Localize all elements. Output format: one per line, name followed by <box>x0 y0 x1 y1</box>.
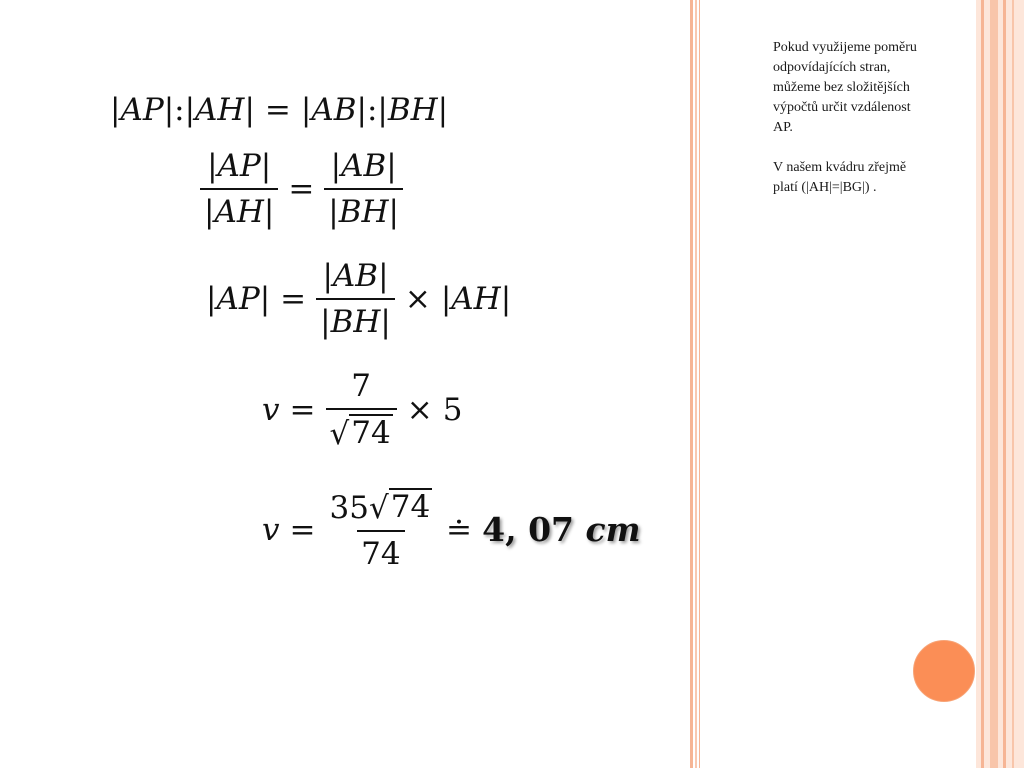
sqrt-symbol: √ <box>329 415 350 452</box>
eq2-equals: = <box>288 171 315 207</box>
eq1-colon: : <box>366 92 378 128</box>
eq1-term-bh: |BH| <box>377 92 449 128</box>
sqrt-symbol: √ <box>368 489 389 526</box>
eq2-fraction-left <box>200 148 278 230</box>
eq3-fraction <box>316 258 395 340</box>
decor-stripe <box>690 0 693 768</box>
eq1-term-ab: |AB| <box>300 92 367 128</box>
eq3-lhs: |AP| <box>206 281 271 317</box>
eq5-fraction <box>326 488 437 572</box>
equation-4 <box>262 368 462 452</box>
eq4-lhs: v <box>262 391 280 428</box>
eq5-coefficient: 35 <box>329 489 369 526</box>
decor-stripe <box>699 0 700 768</box>
decor-stripe <box>981 0 984 768</box>
decor-stripe <box>1012 0 1014 768</box>
equation-5 <box>262 488 641 572</box>
eq1-equals: = <box>264 92 291 128</box>
eq1-term-ap: |AP| <box>110 92 175 128</box>
equation-2 <box>200 148 403 230</box>
eq5-radicand: 74 <box>390 489 431 525</box>
decor-stripe <box>990 0 998 768</box>
note-paragraph-1: Pokud využijeme poměru odpovídajících stran, můžeme bez složitějších výpočtů určit vzdálenost AP. <box>773 40 917 135</box>
decor-stripe <box>695 0 697 768</box>
side-note <box>773 38 923 198</box>
decor-stripe <box>1003 0 1006 768</box>
eq2-denominator: |BH| <box>324 188 403 230</box>
eq5-numerator <box>326 488 437 530</box>
eq2-fraction-right <box>324 148 403 230</box>
eq4-fraction <box>326 368 397 452</box>
eq2-numerator: |AB| <box>330 148 397 184</box>
eq4-equals: = <box>289 391 316 428</box>
eq1-colon: : <box>174 92 185 128</box>
eq1-term-ah: |AH| <box>184 92 255 128</box>
eq2-numerator: |AP| <box>207 148 272 184</box>
eq5-result <box>482 510 640 549</box>
eq3-equals: = <box>280 281 307 317</box>
equation-3 <box>206 258 511 340</box>
eq5-lhs: v <box>262 511 280 548</box>
decor-circle <box>913 640 975 702</box>
eq3-factor: |AH| <box>440 281 512 317</box>
eq4-numerator: 7 <box>351 368 371 404</box>
eq5-approx: ≐ <box>446 511 473 548</box>
note-paragraph-2: V našem kvádru zřejmě platí (|AH|=|BG|) . <box>773 160 907 195</box>
eq4-denominator <box>326 408 397 452</box>
eq5-denominator: 74 <box>357 530 404 572</box>
eq3-numerator: |AB| <box>322 258 389 294</box>
eq2-denominator: |AH| <box>200 188 278 230</box>
eq4-radicand: 74 <box>351 415 391 451</box>
eq4-times: × <box>406 391 433 428</box>
eq3-times: × <box>404 281 431 317</box>
equation-1 <box>110 92 448 128</box>
eq5-result-value: 4, 07 <box>482 510 575 550</box>
eq5-equals: = <box>289 511 316 548</box>
eq5-result-unit: cm <box>585 510 641 550</box>
eq4-factor: 5 <box>442 391 463 428</box>
eq3-denominator: |BH| <box>316 298 395 340</box>
